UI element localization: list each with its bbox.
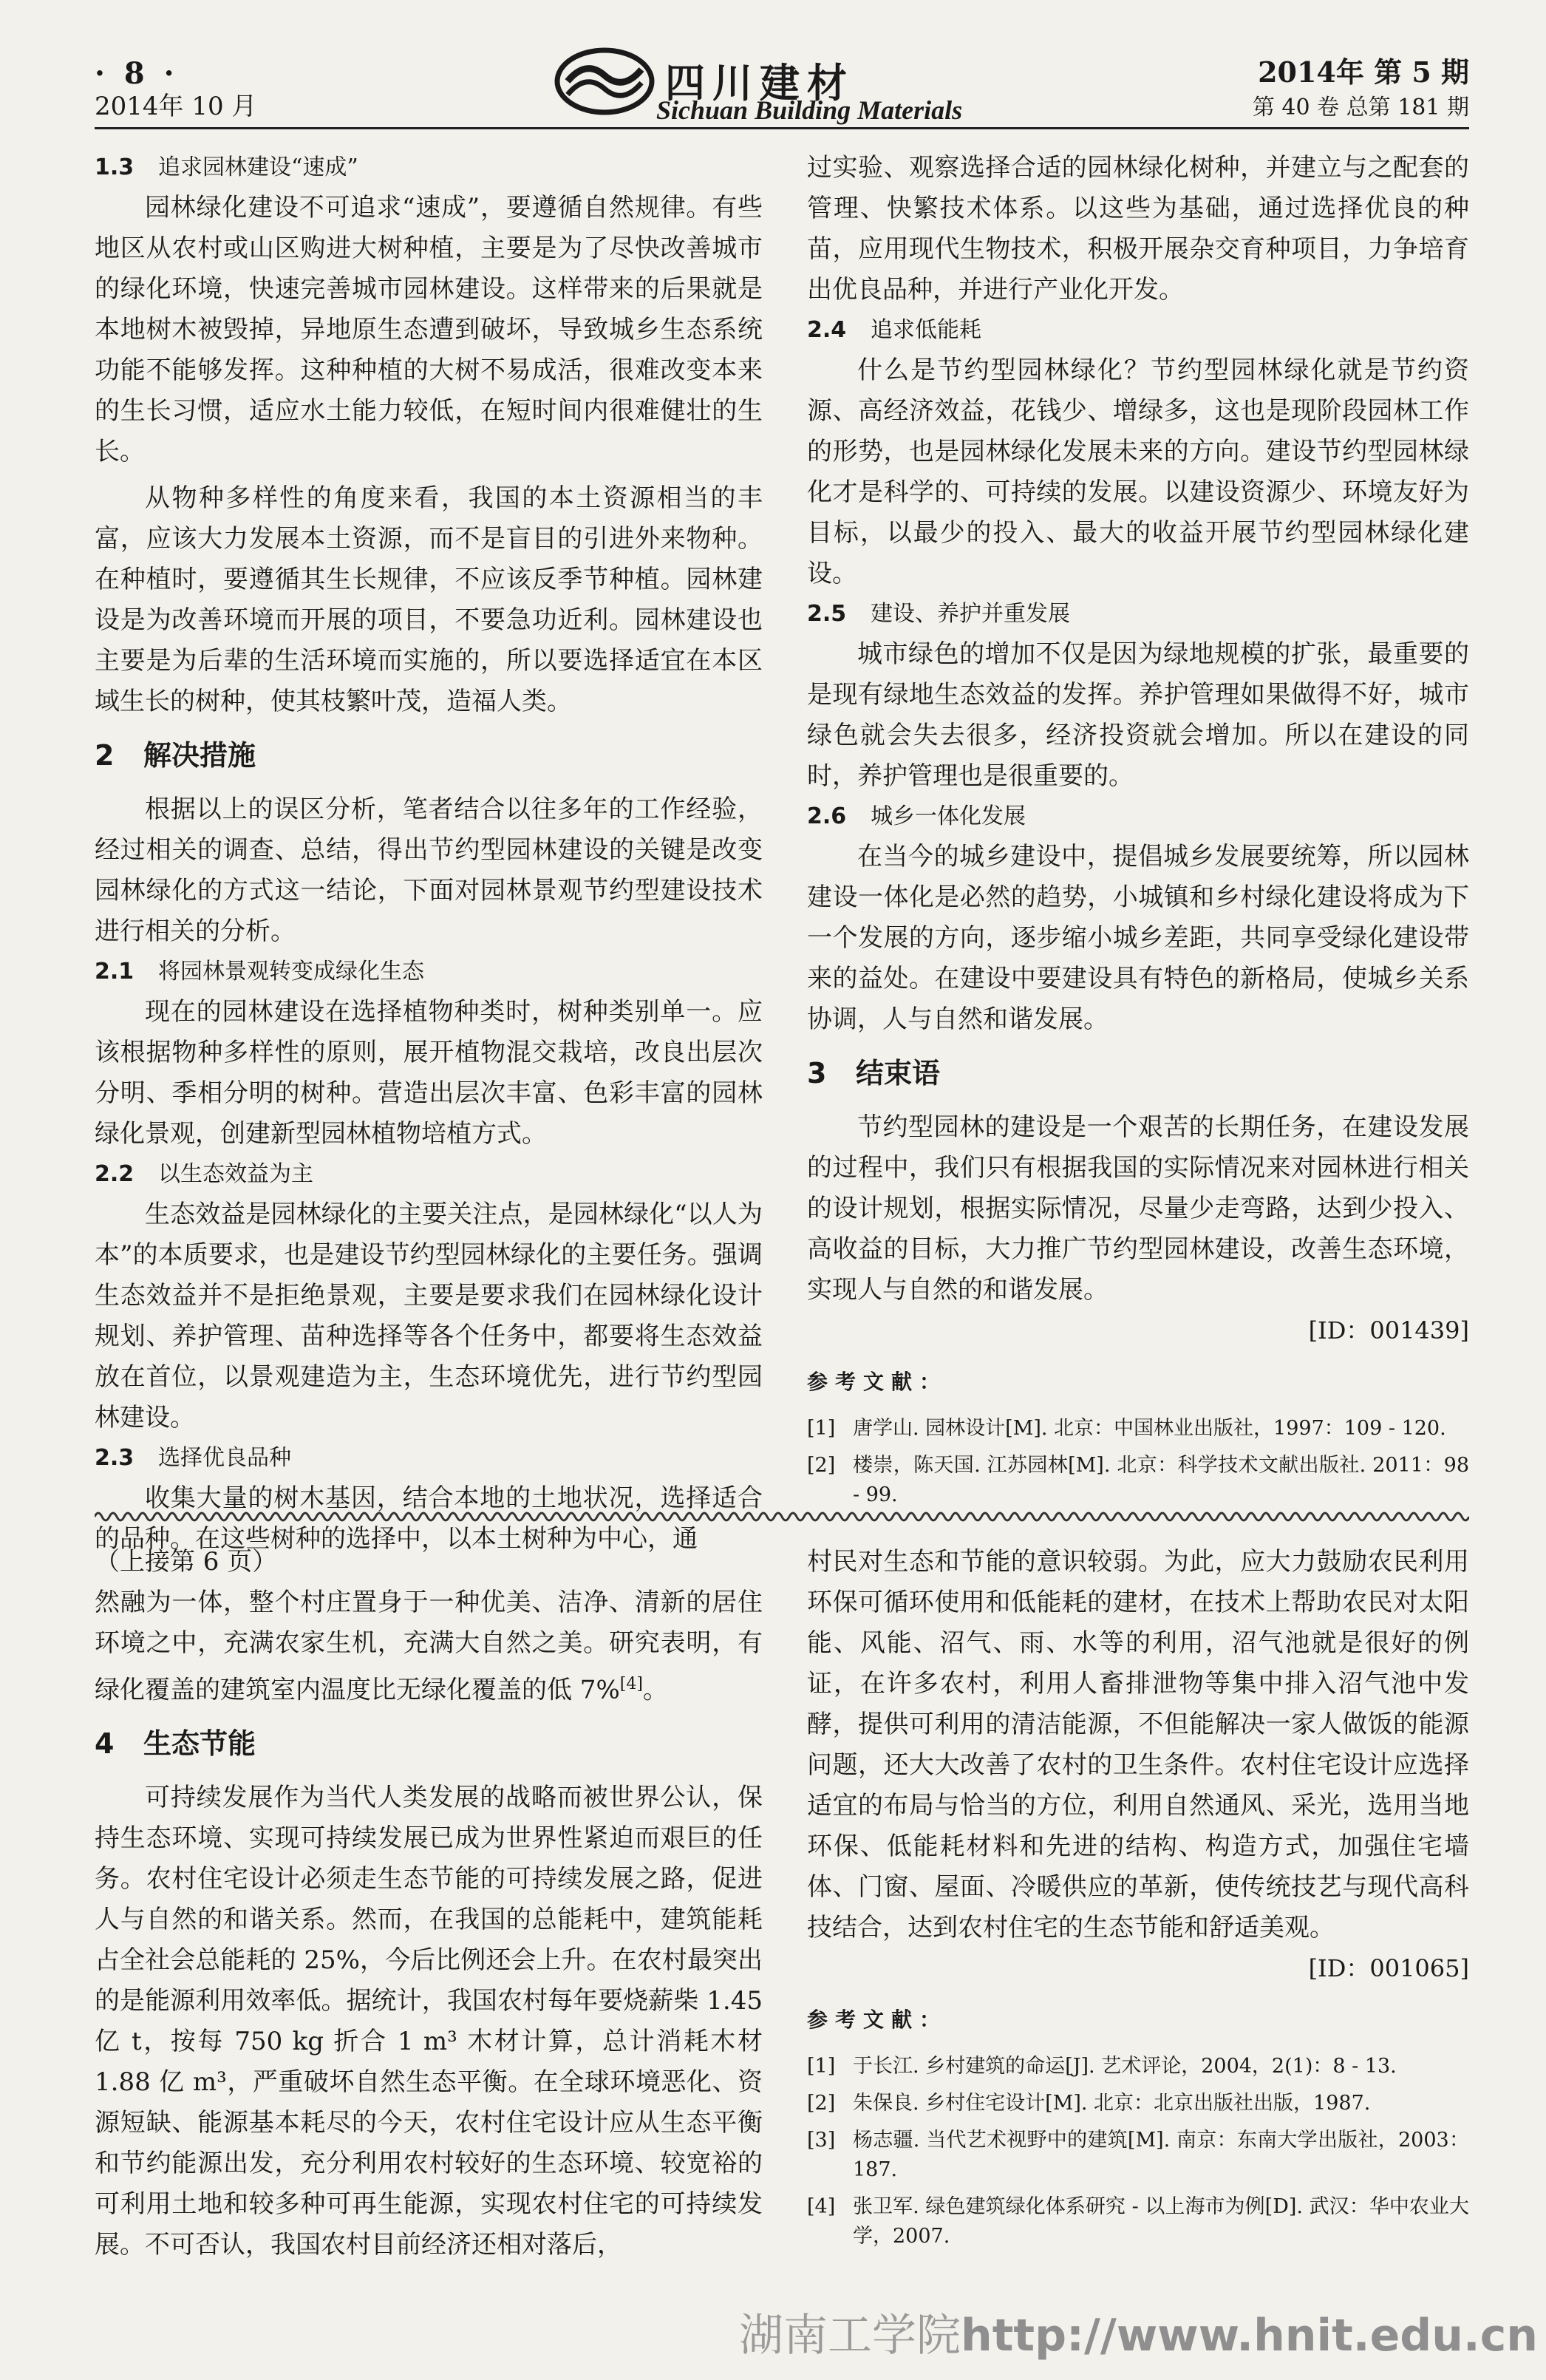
article-top-left-column — [95, 148, 763, 1560]
paragraph: 城市绿色的增加不仅是因为绿地规模的扩张，最重要的是现有绿地生态效益的发挥。养护管理如果做得不好，城市绿色就会失去很多，经济投资就会增加。所以在建设的同时，养护管理也是很重要的。 — [807, 639, 1469, 791]
section-heading-2-5: 2.5 建设、养护并重发展 — [807, 601, 1070, 627]
issue-date: 2014年 10 月 — [95, 92, 257, 121]
paragraph: 村民对生态和节能的意识较弱。为此，应大力鼓励农民利用环保可循环使用和低能耗的建材，在技术上帮助农民对太阳能、风能、沼气、雨、水等的利用，沼气池就是很好的例证，在许多农村，利用人畜排泄物等集中排入沼气池中发酵，提供可利用的清洁能源，不但能解决一家人做饭的能源问题，还大大改善了农村的卫生条件。农村住宅设计应选择适宜的布局与恰当的方位，利用自然通风、采光，选用当地环保、低能耗材料和先进的结构、构造方式，加强住宅墙体、门窗、屋面、冷暖供应的革新，使传统技艺与现代高科技结合，达到农村住宅的生态节能和舒适美观。 — [807, 1547, 1469, 1942]
page-number: · 8 · — [95, 56, 179, 91]
section-heading-3: 3 结束语 — [807, 1057, 941, 1089]
journal-name-en: Sichuan Building Materials — [656, 95, 963, 125]
reference-item: [3] 杨志疆. 当代艺术视野中的建筑[M]. 南京：东南大学出版社，2003：187. — [807, 2129, 1469, 2181]
paragraph: 什么是节约型园林绿化？节约型园林绿化就是节约资源、高经济效益，花钱少、增绿多，这也是现阶段园林工作的形势，也是园林绿化发展未来的方向。建设节约型园林绿化才是科学的、可持续的发展。以建设资源少、环境友好为目标，以最少的投入、最大的收益开展节约型园林绿化建设。 — [807, 356, 1469, 588]
reference-item: [1] 于长江. 乡村建筑的命运[J]. 艺术评论，2004，2(1)：8 - 13. — [807, 2055, 1397, 2078]
volume-number: 第 40 卷 总第 181 期 — [1252, 95, 1469, 120]
article-id: [ID：001065] — [1308, 1954, 1469, 1982]
section-heading-2-1: 2.1 将园林景观转变成绿化生态 — [95, 959, 424, 985]
citation: [4] — [619, 1675, 643, 1693]
running-header-left — [95, 58, 256, 123]
paragraph: 现在的园林建设在选择植物种类时，树种类别单一。应该根据物种多样性的原则，展开植物混交栽培，改良出层次分明、季相分明的树种。营造出层次丰富、色彩丰富的园林绿化景观，创建新型园林植物培植方式。 — [95, 997, 763, 1149]
continued-note: （上接第 6 页） — [95, 1547, 278, 1577]
paragraph: 可持续发展作为当代人类发展的战略而被世界公认，保持生态环境、实现可持续发展已成为世界性紧迫而艰巨的任务。农村住宅设计必须走生态节能的可持续发展之路，促进人与自然的和谐关系。然而，在我国的总能耗中，建筑能耗占全社会总能耗的 25%，今后比例还会上升。在农村最突出的是能源利用效率低。据统计，我国农村每年要烧薪柴 1.45 亿 t，按每 750 kg 折合 1 m³ 木材计算，总计消耗木材 1.88 亿 m³，严重破坏自然生态平衡。在全球环境恶化、资源短缺、能源基本耗尽的今天，农村住宅设计应从生态平衡和节约能源出发，充分利用农村较好的生态环境、较宽裕的可利用土地和较多种可再生能源，实现农村住宅的可持续发展。不可否认，我国农村目前经济还相对落后， — [95, 1783, 763, 2260]
journal-name-cn: 四川建材 — [665, 60, 854, 106]
section-heading-4: 4 生态节能 — [95, 1727, 256, 1761]
references-heading: 参考文献： — [807, 1370, 948, 1394]
article-top-right-column — [807, 148, 1469, 1517]
article-separator-wave — [95, 1508, 1469, 1526]
section-heading-2-3: 2.3 选择优良品种 — [95, 1445, 291, 1471]
paragraph: 生态效益是园林绿化的主要关注点，是园林绿化“以人为本”的本质要求，也是建设节约型园林绿化的主要任务。强调生态效益并不是拒绝景观，主要是要求我们在园林绿化设计规划、养护管理、苗种选择等各个任务中，都要将生态效益放在首位，以景观建造为主，生态环境优先，进行节约型园林建设。 — [95, 1200, 763, 1432]
paragraph: 根据以上的误区分析，笔者结合以往多年的工作经验，经过相关的调查、总结，得出节约型园林建设的关键是改变园林绿化的方式这一结论，下面对园林景观节约型建设技术进行相关的分析。 — [95, 795, 763, 946]
paragraph: 在当今的城乡建设中，提倡城乡发展要统筹，所以园林建设一体化是必然的趋势，小城镇和乡村绿化建设将成为下一个发展的方向，逐步缩小城乡差距，共同享受绿化建设带来的益处。在建设中要建设具有特色的新格局，使城乡关系协调，人与自然和谐发展。 — [807, 842, 1469, 1034]
issue-number: 2014年 第 5 期 — [1258, 55, 1469, 89]
section-heading-1-3: 1.3 追求园林建设“速成” — [95, 154, 358, 180]
paragraph: 然融为一体，整个村庄置身于一种优美、洁净、清新的居住环境之中，充满农家生机，充满大自然之美。研究表明，有绿化覆盖的建筑室内温度比无绿化覆盖的低 7%[4]。 — [95, 1588, 763, 1705]
section-heading-2-6: 2.6 城乡一体化发展 — [807, 803, 1026, 829]
references-heading: 参考文献： — [807, 2007, 948, 2032]
article-bottom-left-column — [95, 1542, 763, 2265]
reference-item: [1] 唐学山. 园林设计[M]. 北京：中国林业出版社，1997：109 - 120. — [807, 1417, 1446, 1440]
reference-item: [2] 楼崇，陈天国. 江苏园林[M]. 北京：科学技术文献出版社. 2011：98 - 99. — [807, 1454, 1469, 1506]
library-watermark: 湖南工学院http://www.hnit.edu.cn — [739, 2310, 1538, 2362]
running-header-right — [1253, 55, 1469, 126]
section-heading-2-4: 2.4 追求低能耗 — [807, 317, 981, 343]
paragraph: 从物种多样性的角度来看，我国的本土资源相当的丰富，应该大力发展本土资源，而不是盲目的引进外来物种。在种植时，要遵循其生长规律，不应该反季节种植。园林建设是为改善环境而开展的项目，不要急功近利。园林建设也主要是为后辈的生活环境而实施的，所以要选择适宜在本区域生长的树种，使其枝繁叶茂，造福人类。 — [95, 483, 763, 716]
journal-logo — [553, 46, 656, 117]
article-id: [ID：001439] — [1308, 1316, 1469, 1344]
reference-item: [4] 张卫军. 绿色建筑绿化体系研究 - 以上海市为例[D]. 武汉：华中农业大学，2007. — [807, 2195, 1469, 2248]
paragraph: 节约型园林的建设是一个艰苦的长期任务，在建设发展的过程中，我们只有根据我国的实际情况来对园林进行相关的设计规划，根据实际情况，尽量少走弯路，达到少投入、高收益的目标，大力推广节约型园林建设，改善生态环境，实现人与自然的和谐发展。 — [807, 1112, 1469, 1305]
paragraph: 收集大量的树木基因，结合本地的土地状况，选择适合的品种。在这些树种的选择中，以本土树种为中心，通 — [95, 1483, 763, 1554]
paragraph: 过实验、观察选择合适的园林绿化树种，并建立与之配套的管理、快繁技术体系。以这些为基础，通过选择优良的种苗，应用现代生物技术，积极开展杂交育种项目，力争培育出优良品种，并进行产业化开发。 — [807, 153, 1469, 305]
header-rule — [95, 127, 1469, 129]
paragraph: 园林绿化建设不可追求“速成”，要遵循自然规律。有些地区从农村或山区购进大树种植，主要是为了尽快改善城市的绿化环境，快速完善城市园林建设。这样带来的后果就是本地树木被毁掉，异地原生态遭到破坏，导致城乡生态系统功能不能够发挥。这种种植的大树不易成活，很难改变本来的生长习惯，适应水土能力较低，在短时间内很难健壮的生长。 — [95, 193, 763, 466]
reference-item: [2] 朱保良. 乡村住宅设计[M]. 北京：北京出版社出版，1987. — [807, 2092, 1371, 2115]
section-heading-2-2: 2.2 以生态效益为主 — [95, 1161, 313, 1187]
section-heading-2: 2 解决措施 — [95, 739, 256, 772]
article-bottom-right-column — [807, 1542, 1469, 2259]
